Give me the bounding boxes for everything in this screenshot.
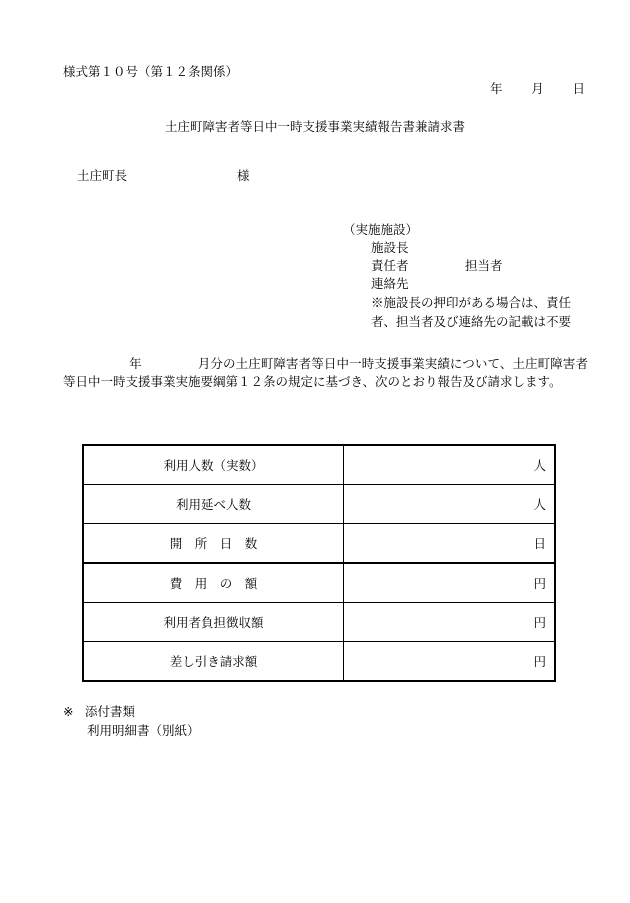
date-day-label: 日 — [572, 81, 585, 96]
table-row — [83, 563, 555, 603]
row-unit: 円 — [533, 576, 546, 591]
date-month-label: 月 — [531, 81, 544, 96]
row-value-cell[interactable] — [344, 485, 556, 524]
body-year-label: 年 — [129, 356, 142, 371]
table-row — [83, 642, 555, 682]
facility-contact-person-label: 担当者 — [465, 258, 503, 273]
date-year-label: 年 — [490, 81, 503, 96]
row-value-cell[interactable] — [344, 603, 556, 642]
facility-director-label: 施設長 — [371, 240, 409, 255]
row-unit: 人 — [533, 458, 546, 473]
row-value-cell[interactable] — [344, 563, 556, 603]
table-row — [83, 445, 555, 485]
row-value-cell[interactable] — [344, 642, 556, 682]
row-label: 利用延べ人数 — [83, 485, 344, 524]
row-label: 利用人数（実数） — [83, 445, 344, 485]
table-row — [83, 603, 555, 642]
table-row — [83, 485, 555, 524]
attachments-item: 利用明細書（別紙） — [87, 723, 200, 738]
attachments-heading-row — [63, 702, 200, 721]
attachments-block — [63, 702, 200, 740]
form-number: 様式第１０号（第１２条関係） — [63, 64, 239, 79]
facility-responsible-label: 責任者 — [371, 258, 409, 273]
row-unit: 円 — [533, 654, 546, 669]
addressee — [77, 168, 250, 183]
report-table — [82, 444, 556, 682]
date-line — [490, 81, 585, 96]
body-main-text: 月分の土庄町障害者等日中一時支援事業実績について、土庄町障害者等日中一時支援事業実施要綱第１２条の規定に基づき、次のとおり報告及び請求します。 — [63, 356, 588, 389]
facility-heading: （実施施設） — [343, 222, 419, 237]
row-unit: 人 — [533, 497, 546, 512]
row-value-cell[interactable] — [344, 524, 556, 564]
row-unit: 円 — [533, 615, 546, 630]
facility-responsible-row — [343, 257, 591, 275]
body-paragraph — [63, 355, 588, 391]
row-label: 開 所 日 数 — [83, 524, 344, 564]
facility-block — [343, 221, 591, 331]
row-label: 利用者負担徴収額 — [83, 603, 344, 642]
facility-contact-label: 連絡先 — [371, 276, 409, 291]
row-label: 費 用 の 額 — [83, 563, 344, 603]
addressee-name: 土庄町長 — [77, 168, 128, 183]
facility-note: ※施設長の押印がある場合は、責任者、担当者及び連絡先の記載は不要 — [371, 295, 572, 329]
document-title: 土庄町障害者等日中一時支援事業実績報告書兼請求書 — [164, 119, 465, 134]
row-unit: 日 — [533, 536, 546, 551]
row-label: 差し引き請求額 — [83, 642, 344, 682]
row-value-cell[interactable] — [344, 445, 556, 485]
attachments-heading: 添付書類 — [85, 704, 136, 719]
attachments-mark: ※ — [63, 704, 74, 719]
table-row — [83, 524, 555, 564]
addressee-honorific: 様 — [237, 168, 250, 183]
